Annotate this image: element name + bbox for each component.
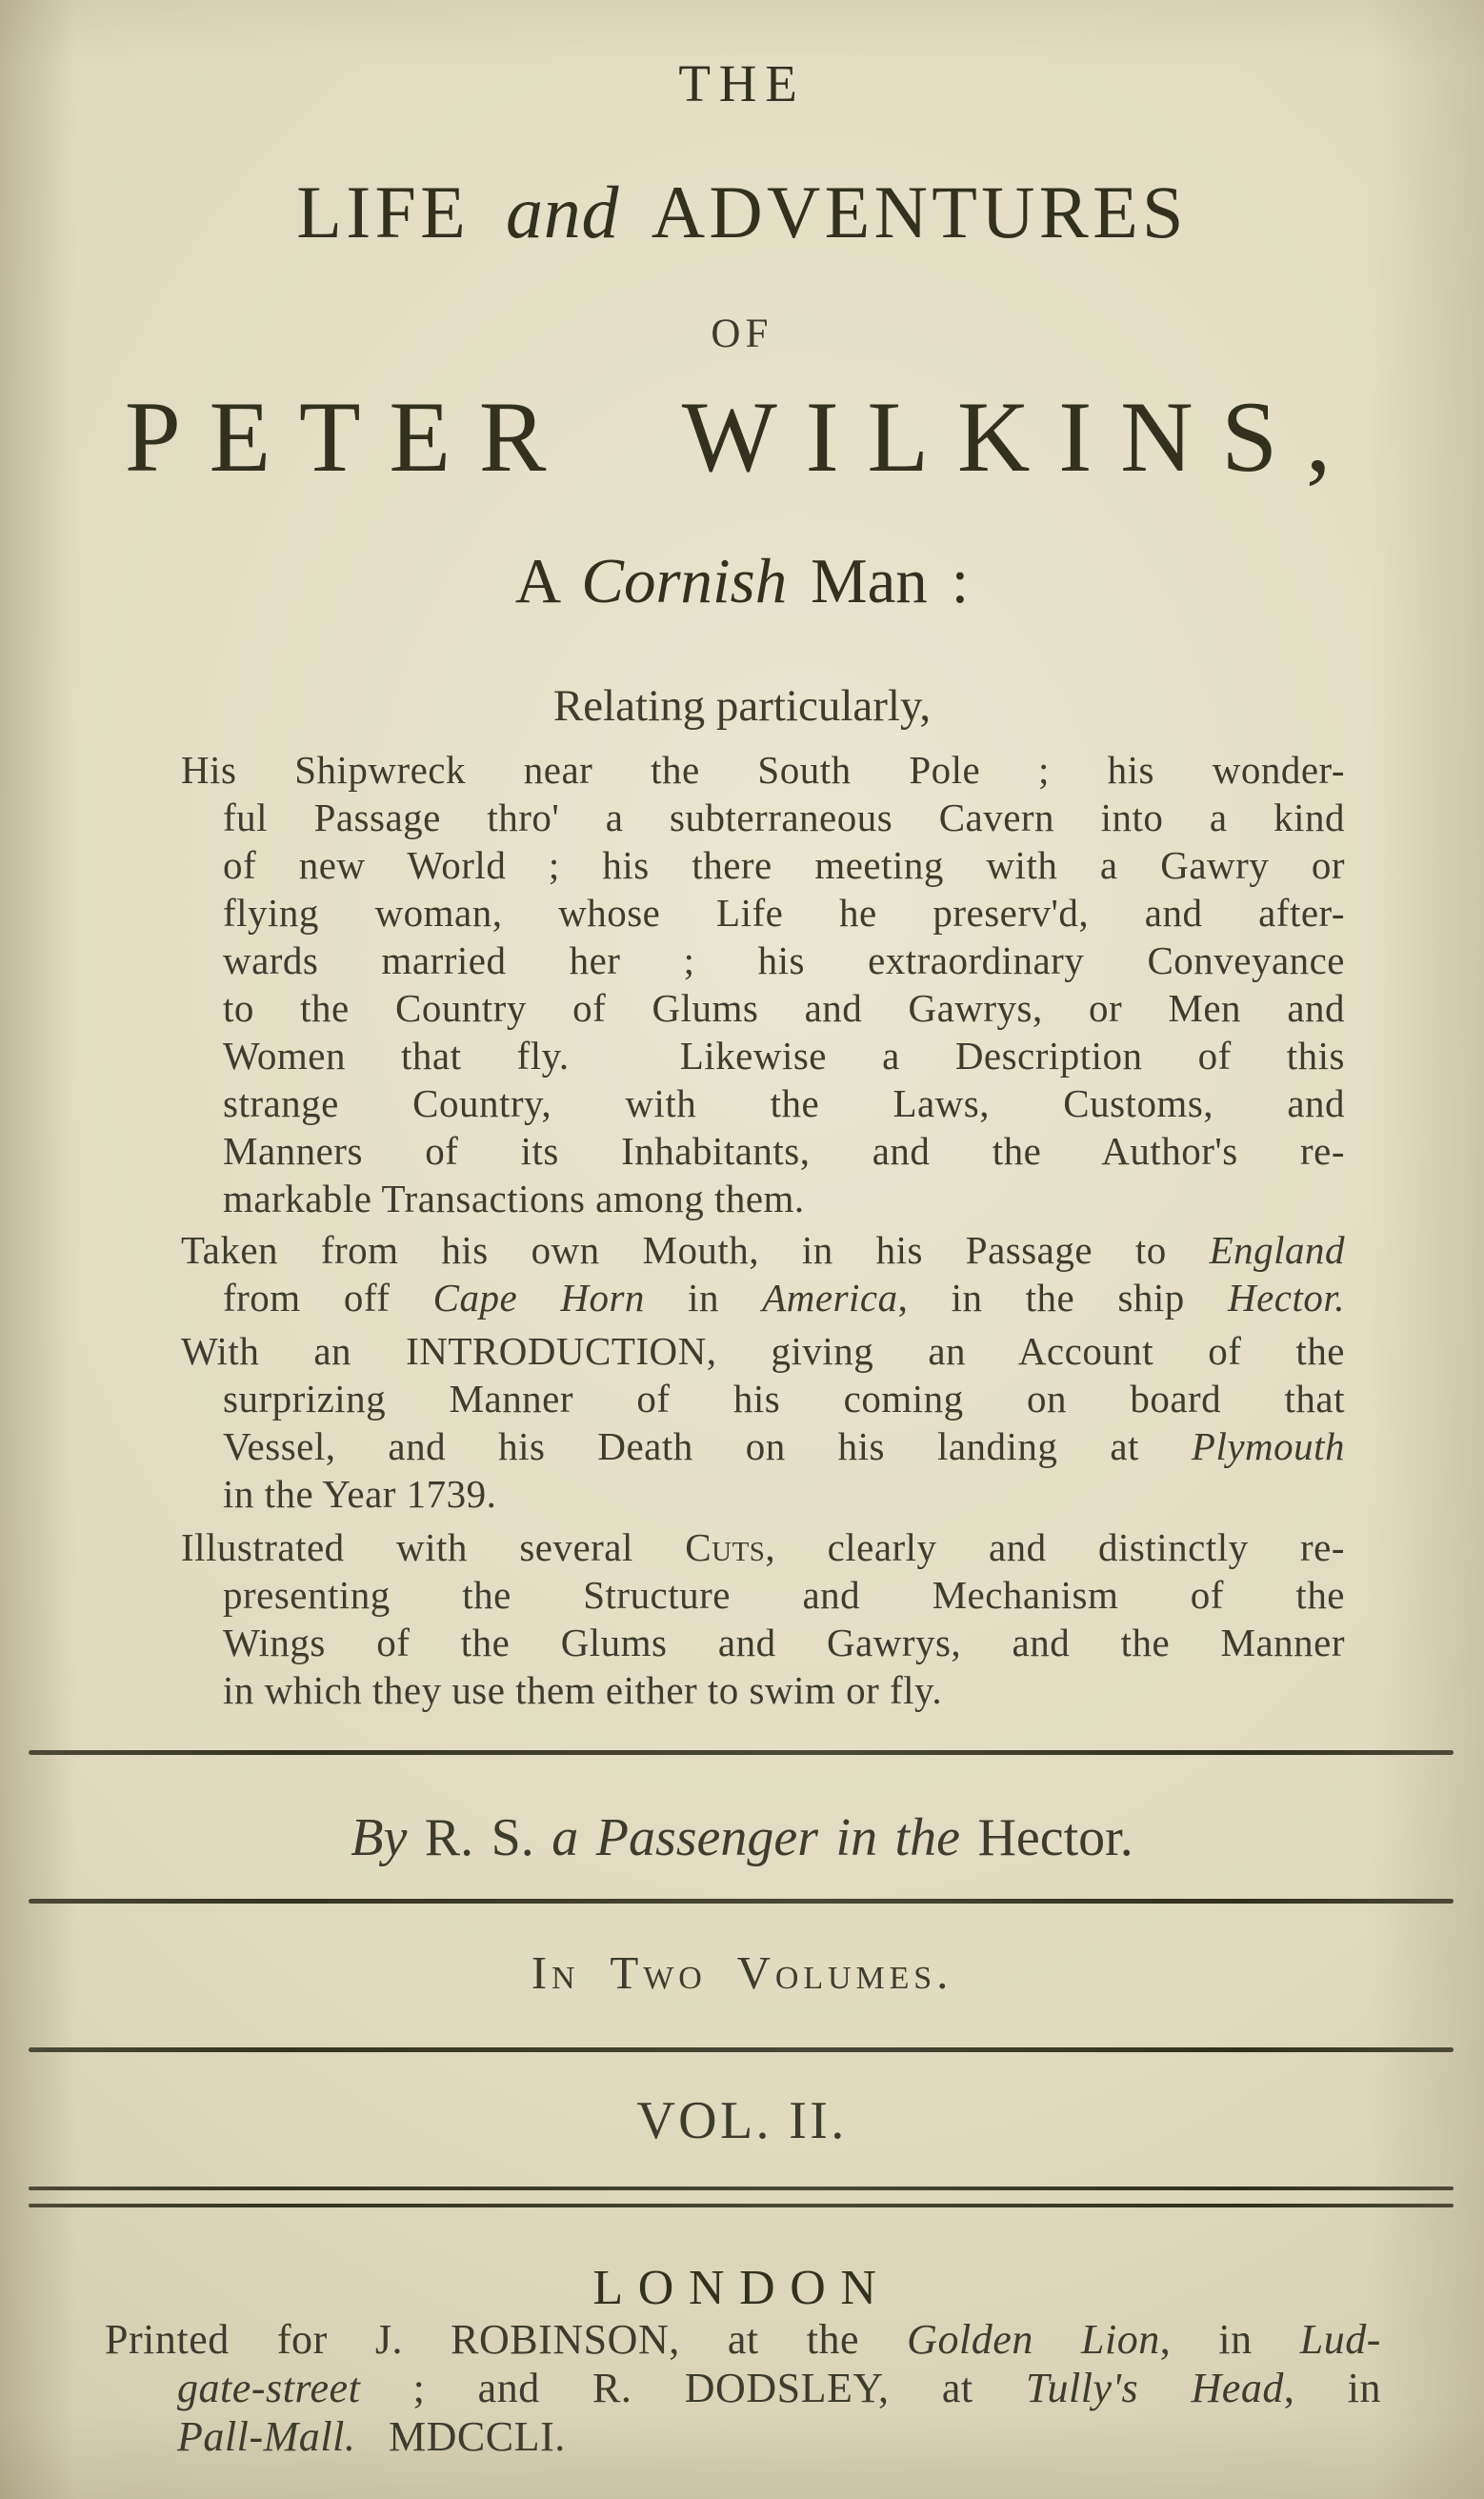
text-segment: , clearly and distinctly re- — [765, 1525, 1345, 1569]
text-segment: ; and R. DODSLEY, at — [360, 2365, 1026, 2411]
text-segment: Pall-Mall. — [177, 2413, 356, 2460]
text-line — [181, 1175, 1345, 1222]
synopsis-paragraph-illustrated — [181, 1523, 1345, 1714]
header-of: OF — [711, 312, 773, 356]
text-line — [181, 841, 1345, 889]
volume-number: VOL. II. — [636, 2091, 848, 2150]
text-segment: With an INTRODUCTION, giving an Account of the — [181, 1329, 1345, 1373]
synopsis-paragraph-introduction — [181, 1327, 1345, 1518]
text-segment: gate-street — [177, 2365, 361, 2411]
text-segment: , in — [1159, 2316, 1300, 2363]
text-segment: In Two Volumes. — [531, 1946, 953, 1999]
text-segment: America — [762, 1276, 898, 1320]
text-line — [181, 1470, 1345, 1518]
text-line — [181, 1127, 1345, 1175]
text-segment: wards married her ; his extraordinary Conveyance — [223, 938, 1345, 982]
text-segment: Cape Horn — [432, 1276, 645, 1320]
text-line — [181, 984, 1345, 1032]
text-line — [105, 2315, 1381, 2364]
text-segment: flying woman, whose Life he preserv'd, and after- — [223, 891, 1345, 935]
text-segment: ADVENTURES — [619, 171, 1188, 253]
divider-rule — [29, 2047, 1454, 2052]
text-line — [181, 1032, 1345, 1079]
text-segment: LIFE — [296, 171, 506, 253]
book-subtitle — [0, 545, 1484, 618]
text-segment: to the Country of Glums and Gawrys, or Men and — [223, 986, 1345, 1030]
text-segment: Printed for J. ROBINSON, at the — [105, 2316, 908, 2363]
text-segment: strange Country, with the Laws, Customs, and — [223, 1081, 1345, 1125]
text-segment: in which they use them either to swim or fly. — [223, 1668, 943, 1712]
text-line — [181, 794, 1345, 841]
volumes-statement — [0, 1945, 1484, 2000]
byline — [0, 1807, 1484, 1868]
text-segment: Taken from his own Mouth, in his Passage to — [181, 1228, 1210, 1272]
synopsis-paragraph-taken — [181, 1226, 1345, 1321]
text-segment: Women that fly. Likewise a Description of this — [223, 1034, 1345, 1078]
text-line — [181, 937, 1345, 984]
double-rule-top — [29, 2187, 1454, 2190]
text-segment: a Passenger in the — [551, 1808, 978, 1867]
text-segment: from off — [223, 1276, 433, 1320]
text-segment: Golden Lion — [907, 2316, 1160, 2363]
text-segment: in the Year 1739. — [223, 1472, 497, 1516]
book-title: PETER WILKINS, — [124, 381, 1360, 493]
text-line — [105, 2412, 1381, 2461]
text-segment: , in the ship — [897, 1276, 1228, 1320]
text-segment: By — [351, 1808, 425, 1867]
header-article: THE — [678, 54, 806, 112]
text-line — [181, 746, 1345, 794]
text-segment: surprizing Manner of his coming on board that — [223, 1377, 1345, 1421]
text-segment: Lud- — [1299, 2316, 1381, 2363]
synopsis-paragraph-shipwreck — [181, 746, 1345, 1222]
text-segment: Hector. — [977, 1808, 1133, 1867]
header-title-line — [0, 170, 1484, 255]
text-line — [181, 1619, 1345, 1666]
text-segment: ful Passage thro' a subterraneous Cavern into a kind — [223, 796, 1345, 839]
divider-rule — [29, 1899, 1454, 1904]
text-segment: markable Transactions among them. — [223, 1177, 805, 1220]
text-segment: Tully's Head — [1025, 2365, 1284, 2411]
relating-heading: Relating particularly, — [552, 681, 932, 731]
text-segment: , in — [1283, 2365, 1381, 2411]
text-line — [181, 1571, 1345, 1619]
text-line — [181, 1274, 1345, 1321]
text-line — [181, 1079, 1345, 1127]
double-rule-bottom — [29, 2204, 1454, 2207]
text-segment: Plymouth — [1191, 1424, 1345, 1468]
text-line — [105, 2364, 1381, 2412]
text-segment: Man : — [787, 546, 970, 616]
text-segment: A — [514, 546, 582, 616]
text-line — [181, 889, 1345, 937]
text-line — [181, 1226, 1345, 1274]
divider-rule — [29, 1750, 1454, 1755]
text-segment: Cornish — [581, 546, 788, 616]
imprint-paragraph — [105, 2315, 1381, 2461]
text-segment: presenting the Structure and Mechanism of the — [223, 1573, 1345, 1617]
text-segment: Wings of the Glums and Gawrys, and the Manner — [223, 1621, 1345, 1664]
text-segment: Vessel, and his Death on his landing at — [223, 1424, 1192, 1468]
text-segment: His Shipwreck near the South Pole ; his wonder- — [181, 748, 1345, 792]
text-segment: Cuts — [685, 1525, 766, 1569]
text-segment: R. S. — [424, 1808, 552, 1867]
imprint-place: LONDON — [592, 2261, 892, 2315]
text-segment: England — [1209, 1228, 1345, 1272]
text-segment: Manners of its Inhabitants, and the Author's re- — [223, 1129, 1345, 1173]
text-segment: Illustrated with several — [181, 1525, 686, 1569]
text-line — [181, 1375, 1345, 1422]
text-segment: of new World ; his there meeting with a Gawry or — [223, 843, 1345, 887]
text-segment: and — [505, 171, 620, 253]
text-line — [181, 1523, 1345, 1571]
text-segment: MDCCLI. — [355, 2413, 566, 2460]
text-line — [181, 1422, 1345, 1470]
text-segment: Hector. — [1228, 1276, 1346, 1320]
text-line — [181, 1666, 1345, 1714]
text-line — [181, 1327, 1345, 1375]
text-segment: in — [644, 1276, 763, 1320]
